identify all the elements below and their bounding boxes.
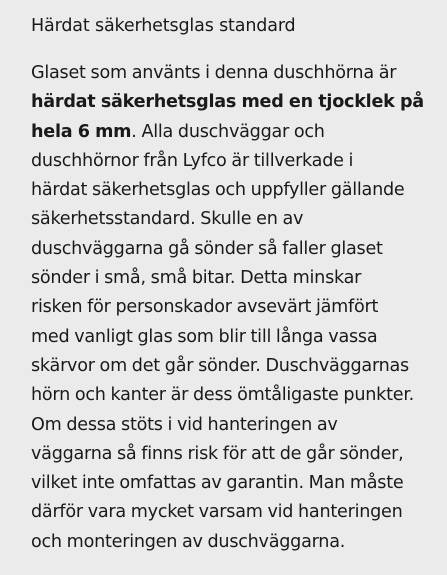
body-text: . Alla duschväggar och: [131, 121, 325, 142]
body-line: [31, 88, 431, 117]
body-text: duschväggarna gå sönder så faller glaset: [31, 238, 383, 259]
body-line: [31, 469, 431, 498]
body-text: väggarna så finns risk för att de går sönder,: [31, 443, 404, 464]
body-text: därför vara mycket varsam vid hanteringen: [31, 502, 403, 523]
body-text: vilket inte omfattas av garantin. Man måste: [31, 473, 404, 494]
body-line: [31, 205, 431, 234]
body-text: hörn och kanter är dess ömtåligaste punkter.: [31, 385, 415, 406]
body-text-bold: härdat säkerhetsglas med en tjocklek på: [31, 92, 424, 113]
body-text: Om dessa stöts i vid hanteringen av: [31, 414, 338, 435]
body-line: [31, 440, 431, 469]
section-heading: Härdat säkerhetsglas standard: [31, 16, 296, 36]
body-line: [31, 352, 431, 381]
body-text-bold: hela 6 mm: [31, 121, 132, 142]
body-text: säkerhetsstandard. Skulle en av: [31, 209, 304, 230]
body-line: [31, 118, 431, 147]
body-line: [31, 411, 431, 440]
body-text: med vanligt glas som blir till långa vassa: [31, 326, 378, 347]
body-line: [31, 528, 431, 557]
body-text: sönder i små, små bitar. Detta minskar: [31, 268, 362, 289]
body-line: [31, 381, 431, 410]
body-line: [31, 176, 431, 205]
body-line: [31, 235, 431, 264]
body-text: risken för personskador avsevärt jämfört: [31, 297, 379, 318]
body-text: härdat säkerhetsglas och uppfyller gällande: [31, 180, 405, 201]
body-line: [31, 147, 431, 176]
body-text: skärvor om det går sönder. Duschväggarnas: [31, 355, 409, 376]
body-line: [31, 59, 431, 88]
body-text: och monteringen av duschväggarna.: [31, 531, 346, 552]
body-line: [31, 293, 431, 322]
body-line: [31, 323, 431, 352]
body-line: [31, 264, 431, 293]
body-line: [31, 498, 431, 527]
body-text: duschhörnor från Lyfco är tillverkade i: [31, 150, 354, 171]
section-body: [31, 59, 431, 557]
body-text: Glaset som använts i denna duschhörna är: [31, 63, 397, 83]
